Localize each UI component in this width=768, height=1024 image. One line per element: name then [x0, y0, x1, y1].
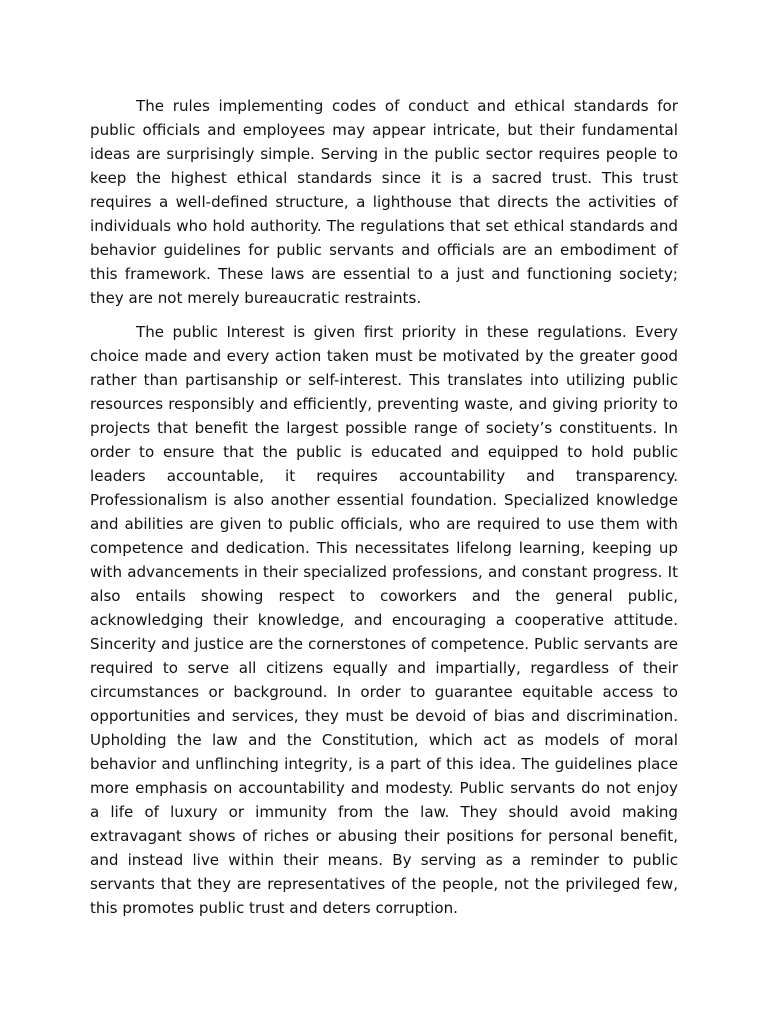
paragraph-1: The rules implementing codes of conduct and ethical standards for public officials and employees may appear intricate, but their fundamental ideas are surprisingly simple. Serving in the public sector requires people to keep the highest ethical standards since it is a sacred trust. This trust requires a well-defined structure, a lighthouse that directs the activities of individuals who hold authority. The regulations that set ethical standards and behavior guidelines for public servants and officials are an embodiment of this framework. These laws are essential to a just and functioning society; they are not merely bureaucratic restraints.: [90, 97, 678, 307]
document-page: [90, 94, 678, 930]
paragraph-2: The public Interest is given first priority in these regulations. Every choice made and every action taken must be motivated by the greater good rather than partisanship or self-interest. This translates into utilizing public resources responsibly and efficiently, preventing waste, and giving priority to projects that benefit the largest possible range of society’s constituents. In order to ensure that the public is educated and equipped to hold public leaders accountable, it requires accountability and transparency. Professionalism is also another essential foundation. Specialized knowledge and abilities are given to public officials, who are required to use them with competence and dedication. This necessitates lifelong learning, keeping up with advancements in their specialized professions, and constant progress. It also entails showing respect to coworkers and the general public, acknowledging their knowledge, and encouraging a cooperative attitude. Sincerity and justice are the cornerstones of competence. Public servants are required to serve all citizens equally and impartially, regardless of their circumstances or background. In order to guarantee equitable access to opportunities and services, they must be devoid of bias and discrimination. Upholding the law and the Constitution, which act as models of moral behavior and unflinching integrity, is a part of this idea. The guidelines place more emphasis on accountability and modesty. Public servants do not enjoy a life of luxury or immunity from the law. They should avoid making extravagant shows of riches or abusing their positions for personal benefit, and instead live within their means. By serving as a reminder to public servants that they are representatives of the people, not the privileged few, this promotes public trust and deters corruption.: [90, 323, 678, 917]
